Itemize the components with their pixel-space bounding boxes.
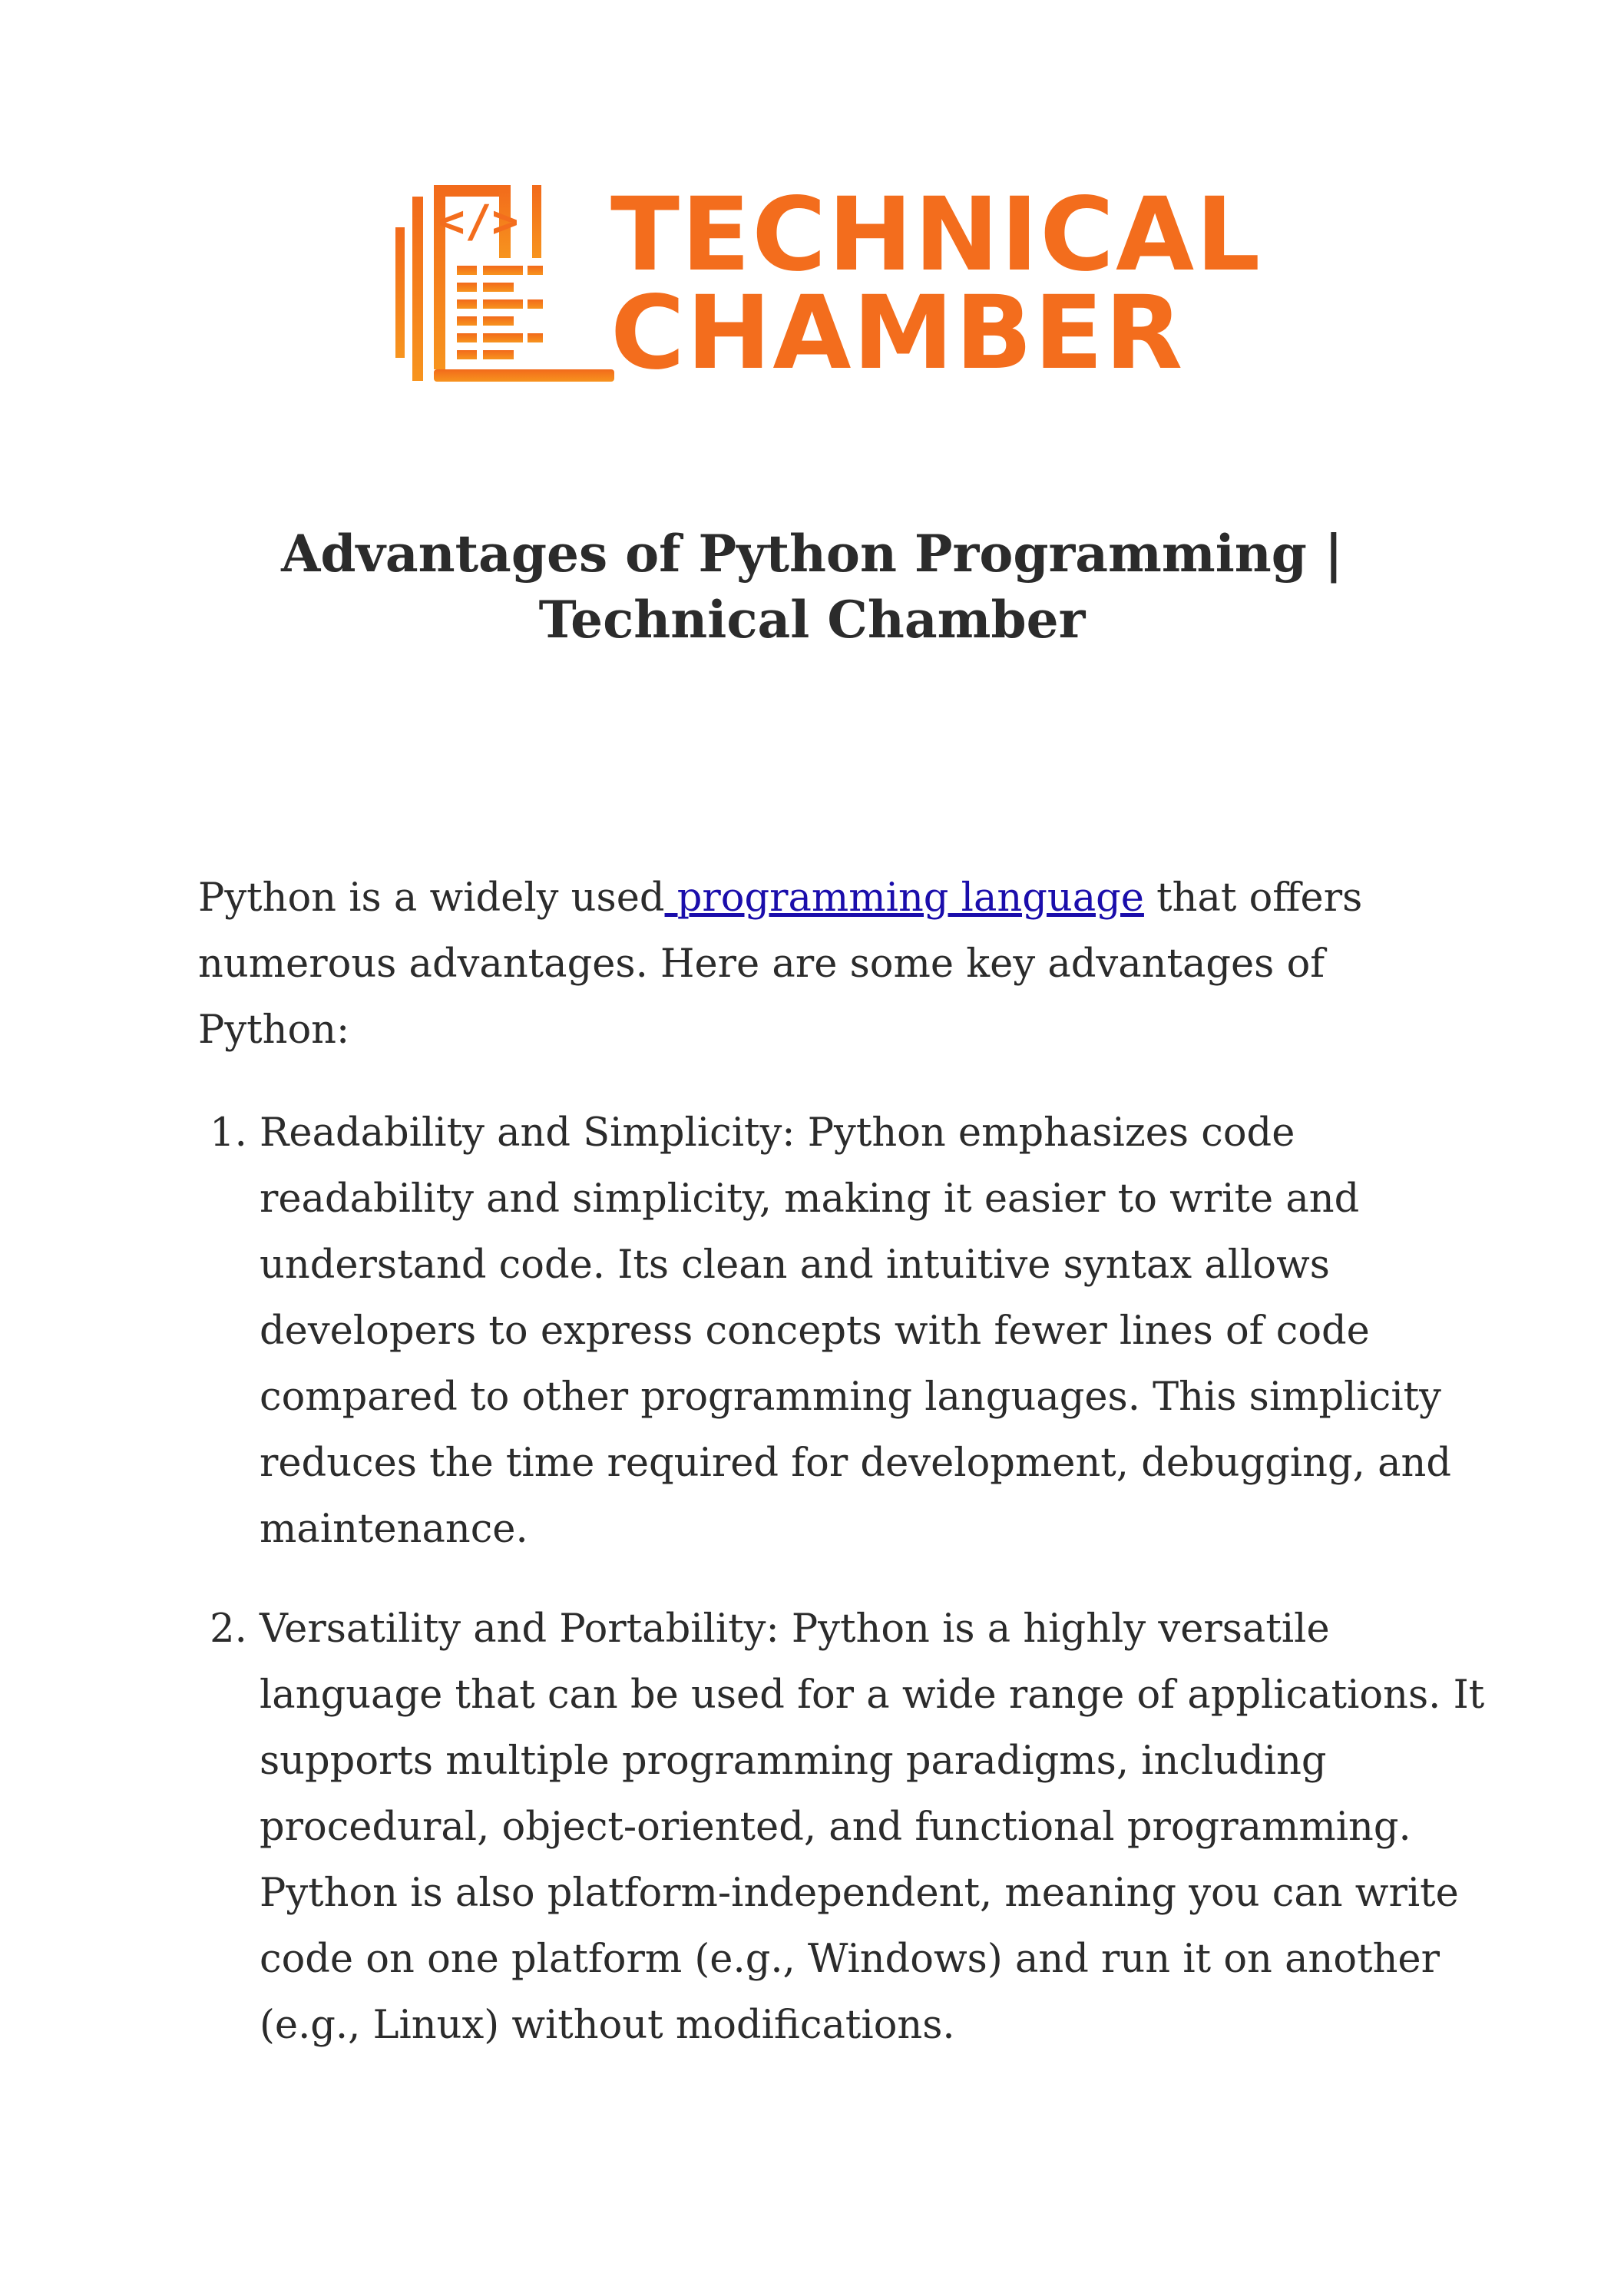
list-item: 1. Readability and Simplicity: Python emphasizes code readability and simplicity, making it easier to write and understand code. Its clean and intuitive syntax allows developers to express concepts with fewer lines of code compared to other programming languages. This simplicity reduces the time required for development, debugging, and maintenance. xyxy=(260,1100,1519,1563)
logo xyxy=(395,175,1263,398)
intro-before-link: Python is a widely used xyxy=(198,875,665,921)
intro-after-link: that offers numerous advantages. Here are some key advantages of Python: xyxy=(198,875,1363,1053)
logo-line-1: TECHNICAL xyxy=(610,176,1262,294)
title-line-1: Advantages of Python Programming | xyxy=(281,524,1343,584)
page-title xyxy=(192,521,1432,653)
logo-code-glyph: </> xyxy=(438,195,519,247)
title-line-2: Technical Chamber xyxy=(538,590,1086,650)
programming-language-link[interactable]: programming language xyxy=(664,875,1144,921)
code-document-icon xyxy=(395,181,618,400)
intro-paragraph xyxy=(198,865,1457,1064)
logo-line-2: CHAMBER xyxy=(610,274,1185,392)
advantages-list xyxy=(198,1100,1519,2093)
list-item: 2. Versatility and Portability: Python is a highly versatile language that can be used for a wide range of applications. It supports multiple programming paradigms, including procedural, object-oriented, and functional programming. Python is also platform-independent, meaning you can write code on one platform (e.g., Windows) and run it on another (e.g., Linux) without modifications. xyxy=(260,1596,1519,2059)
